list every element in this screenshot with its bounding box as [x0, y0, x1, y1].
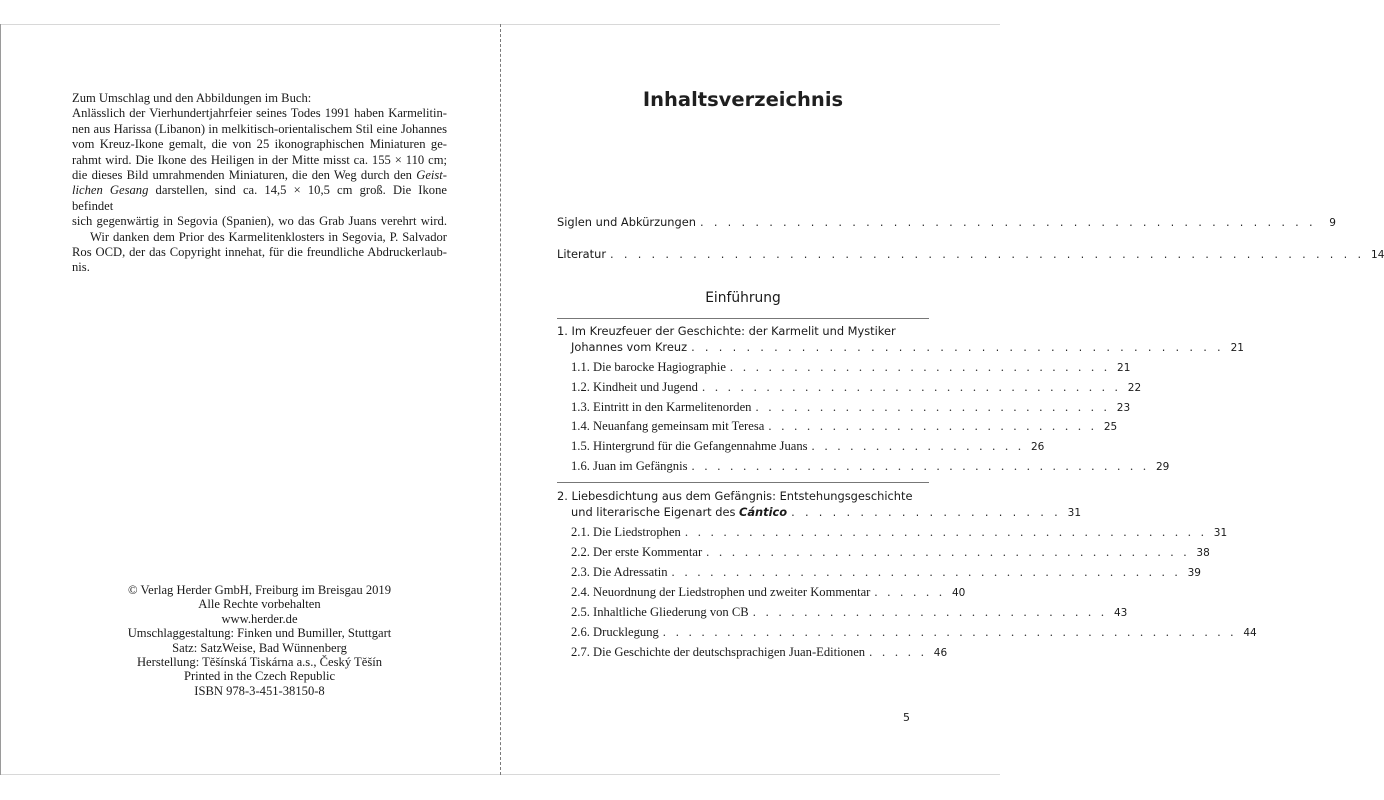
toc-entry-page: 29	[1155, 461, 1170, 473]
toc-entry-siglen[interactable]	[557, 215, 1336, 229]
imprint-line: Herstellung: Těšínská Tiskárna a.s., Český Těšín	[136, 655, 383, 670]
leader-dots: . . . . . . . . . . . . . . . . . . . . . . . . . . . . . . . . . . . . . . . . . . . . .	[662, 625, 1237, 639]
leader-dots: . . . . . . . . . . . . . . . . . . . . . . . . . . . .	[755, 400, 1111, 414]
thanks-line: Wir danken dem Prior des Karmelitenklosters in Segovia, P. Salvador	[90, 229, 447, 244]
cover-note-line: rahmt wird. Die Ikone des Heiligen in der Mitte misst ca. 155 × 110 cm;	[72, 152, 447, 167]
leader-dots: . . . . . . . . . . . . . . . . . . . . . . . . . . . . . . . . . . . . . . . .	[671, 565, 1181, 579]
thanks-line: Ros OCD, der das Copyright innehat, für die freundliche Abdruckerlaub-	[72, 245, 447, 260]
left-edge	[0, 24, 1, 775]
toc-entry-label: 2.2. Der erste Kommentar	[571, 545, 703, 559]
toc-subentry[interactable]	[571, 565, 1201, 580]
chapter-1-entry[interactable]	[557, 340, 1244, 354]
imprint-line: Satz: SatzWeise, Bad Wünnenberg	[172, 640, 347, 655]
cover-note-heading: Zum Umschlag und den Abbildungen im Buch:	[72, 91, 312, 105]
cover-note	[72, 91, 447, 276]
toc-entry-label-text: und literarische Eigenart des	[571, 505, 740, 519]
toc-entry-page: 46	[933, 647, 948, 659]
toc-entry-page: 9	[1329, 217, 1336, 229]
toc-entry-page: 43	[1113, 607, 1128, 619]
leader-dots: . . . . . . . . . . . . . . . . . . . . . . . . . . . .	[752, 605, 1108, 619]
leader-dots: . . . . . . . . . . . . . . . . . . . . . . . . . . . . . . . . . . . . . . .	[691, 340, 1224, 354]
toc-subentry[interactable]	[571, 360, 1131, 375]
leader-dots: . . . . . . . . . . . . . . . . . . . . . . . . . . . . . . . . .	[701, 380, 1122, 394]
cover-note-line: Anlässlich der Vierhundertjahrfeier seines Todes 1991 haben Karmelitin-	[72, 106, 447, 121]
toc-entry-page: 21	[1117, 362, 1131, 374]
toc-subentry[interactable]	[571, 605, 1128, 620]
leader-dots: . . . . . . . . . . . . . . . . . . . . . . . . . . . . . . . . . . . . . . . . . . . . .	[699, 215, 1316, 229]
toc-entry-page: 26	[1030, 441, 1045, 453]
leader-dots: . . . . . . . . . . . . . . . . . . . . . . . . . .	[768, 419, 1098, 433]
toc-entry-label: 2.4. Neuordnung der Liedstrophen und zweiter Kommentar	[571, 585, 871, 599]
toc-entry-label: 1.1. Die barocke Hagiographie	[571, 360, 726, 374]
leader-dots: . . . . . . . . . . . . . . . . . . . . . . . . . . . . . . . . . . . . . . . . .	[684, 525, 1208, 539]
toc-entry-page: 44	[1243, 627, 1257, 639]
toc-entry-page: 31	[1213, 527, 1228, 539]
page-gutter	[500, 24, 501, 775]
toc-subentry[interactable]	[571, 645, 948, 660]
toc-entry-label: 2.7. Die Geschichte der deutschsprachigen Juan-Editionen	[571, 645, 866, 659]
leader-dots: . . . . . . . . . . . . . . . . . . . . . . . . . . . . . . . . . . . . . .	[706, 545, 1190, 559]
imprint-line: www.herder.de	[221, 611, 298, 626]
cover-note-italic: Geist-	[416, 168, 447, 183]
toc-entry-label: 1.6. Juan im Gefängnis	[571, 459, 688, 473]
toc-entry-label: 1.3. Eintritt in den Karmelitenorden	[571, 400, 752, 414]
imprint-line: ISBN 978-3-451-38150-8	[194, 683, 325, 698]
cover-note-line: sich gegenwärtig in Segovia (Spanien), wo das Grab Juans verehrt wird.	[72, 214, 447, 229]
toc-entry-label: 2.1. Die Liedstrophen	[571, 525, 681, 539]
toc-entry-literatur[interactable]	[557, 247, 1384, 261]
toc-title: Inhaltsverzeichnis	[642, 88, 844, 111]
chapter-1-title-line[interactable]: 1. Im Kreuzfeuer der Geschichte: der Karmelit und Mystiker	[557, 324, 896, 338]
leader-dots: . . . . .	[869, 645, 928, 659]
imprint-line: Umschlaggestaltung: Finken und Bumiller, Stuttgart	[127, 626, 392, 641]
cover-note-line	[72, 168, 447, 183]
leader-dots: . . . . . . . . . . . . . . . . . . . . . . . . . . . . . . . . . . . . . . . . . . . . . . . . . . . . . . .	[610, 247, 1365, 261]
toc-entry-page: 21	[1230, 342, 1244, 354]
cover-note-text: die dieses Bild umrahmenden Miniaturen, die den Weg durch den	[72, 168, 412, 183]
toc-entry-label: Johannes vom Kreuz	[571, 340, 688, 354]
page-number: 5	[903, 711, 910, 724]
chapter-divider	[557, 482, 929, 483]
toc-entry-label: 1.2. Kindheit und Jugend	[571, 380, 698, 394]
cover-note-line	[72, 183, 447, 214]
toc-entry-label: 2.5. Inhaltliche Gliederung von CB	[571, 605, 749, 619]
toc-subentry[interactable]	[571, 419, 1118, 434]
imprint-line: Printed in the Czech Republic	[183, 669, 336, 684]
toc-subentry[interactable]	[571, 459, 1170, 474]
leader-dots: . . . . . .	[874, 585, 946, 599]
leader-dots: . . . . . . . . . . . . . . . . . . . . . . . . . . . . . . . . . . . .	[691, 459, 1150, 473]
cover-note-line: nen aus Harissa (Libanon) in melkitisch-orientalischem Stil eine Johannes	[72, 121, 447, 136]
cover-note-text: darstellen, sind ca. 14,5 × 10,5 cm groß. Die Ikone befindet	[72, 183, 447, 213]
thanks-line: nis.	[72, 260, 90, 275]
section-heading: Einführung	[705, 290, 781, 306]
section-divider	[557, 318, 929, 319]
toc-entry-page: 23	[1116, 402, 1131, 414]
toc-subentry[interactable]	[571, 380, 1142, 395]
toc-entry-label	[557, 505, 787, 519]
toc-entry-page: 38	[1196, 547, 1210, 559]
cover-note-italic: lichen Gesang	[72, 183, 149, 198]
cover-note-line: vom Kreuz-Ikone gemalt, die von 25 ikonographischen Miniaturen ge-	[72, 137, 447, 152]
toc-entry-label-italic: Cántico	[739, 505, 788, 519]
toc-subentry[interactable]	[571, 585, 966, 600]
imprint-line: Alle Rechte vorbehalten	[198, 597, 321, 612]
leader-dots: . . . . . . . . . . . . . . . . . . . . . . . . . . . . . .	[729, 360, 1111, 374]
toc-entry-page: 31	[1067, 507, 1082, 519]
leader-dots: . . . . . . . . . . . . . . . . .	[811, 439, 1025, 453]
toc-entry-label: 1.4. Neuanfang gemeinsam mit Teresa	[571, 419, 765, 433]
toc-subentry[interactable]	[571, 525, 1228, 540]
toc-subentry[interactable]	[571, 545, 1210, 560]
toc-entry-page: 40	[951, 587, 966, 599]
toc-entry-label: 2.3. Die Adressatin	[571, 565, 668, 579]
toc-entry-label: Literatur	[557, 247, 607, 261]
toc-entry-page: 14	[1371, 249, 1384, 261]
leader-dots: . . . . . . . . . . . . . . . . . . . .	[791, 505, 1062, 519]
imprint	[72, 583, 447, 698]
chapter-2-entry[interactable]	[557, 505, 1082, 519]
toc-subentry[interactable]	[571, 400, 1131, 415]
toc-subentry[interactable]	[571, 439, 1045, 454]
toc-entry-label: Siglen und Abkürzungen	[557, 215, 696, 229]
toc-entry-label: 1.5. Hintergrund für die Gefangennahme Juans	[571, 439, 808, 453]
toc-entry-page: 39	[1187, 567, 1201, 579]
toc-entry-page: 22	[1127, 382, 1142, 394]
imprint-line: © Verlag Herder GmbH, Freiburg im Breisgau 2019	[127, 583, 392, 597]
toc-entry-page: 25	[1103, 421, 1118, 433]
chapter-2-title-line[interactable]: 2. Liebesdichtung aus dem Gefängnis: Entstehungsgeschichte	[557, 489, 913, 503]
toc-entry-label: 2.6. Drucklegung	[571, 625, 659, 639]
toc-subentry[interactable]	[571, 625, 1257, 640]
